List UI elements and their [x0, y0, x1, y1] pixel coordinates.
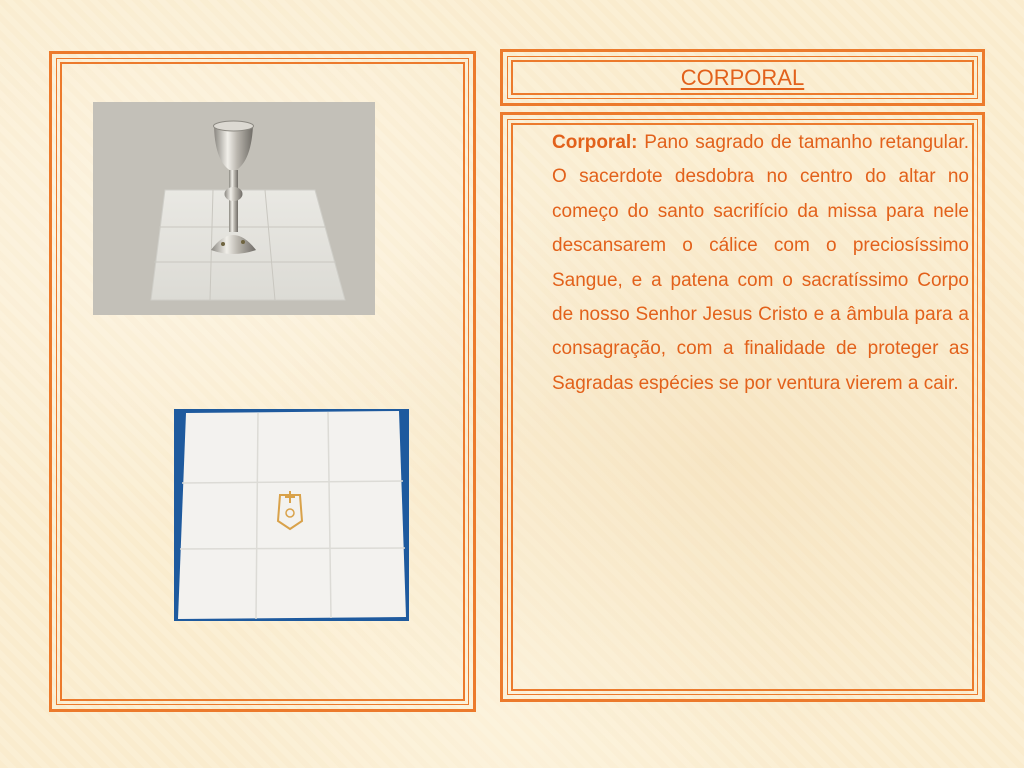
- definition-description: Pano sagrado de tamanho retangular. O sacerdote desdobra no centro do altar no começo do santo sacrifício da missa para nele descansarem o cálice com o preciosíssimo Sangue, e a patena com o sacratíssimo Corpo de nosso Senhor Jesus Cristo e a âmbula para a consagração, com a finalidade de proteger as Sagradas espécies se por ventura vierem a cair.: [552, 132, 969, 394]
- title-panel: [500, 49, 985, 106]
- definition-paragraph: [552, 126, 969, 401]
- folded-corporal-photo: [174, 409, 409, 621]
- chalice-illustration: [93, 102, 375, 315]
- chalice-on-corporal-photo: [93, 102, 375, 315]
- folded-cloth-illustration: [174, 409, 409, 621]
- definition-term: Corporal:: [552, 132, 638, 153]
- slide-title: CORPORAL: [680, 64, 805, 90]
